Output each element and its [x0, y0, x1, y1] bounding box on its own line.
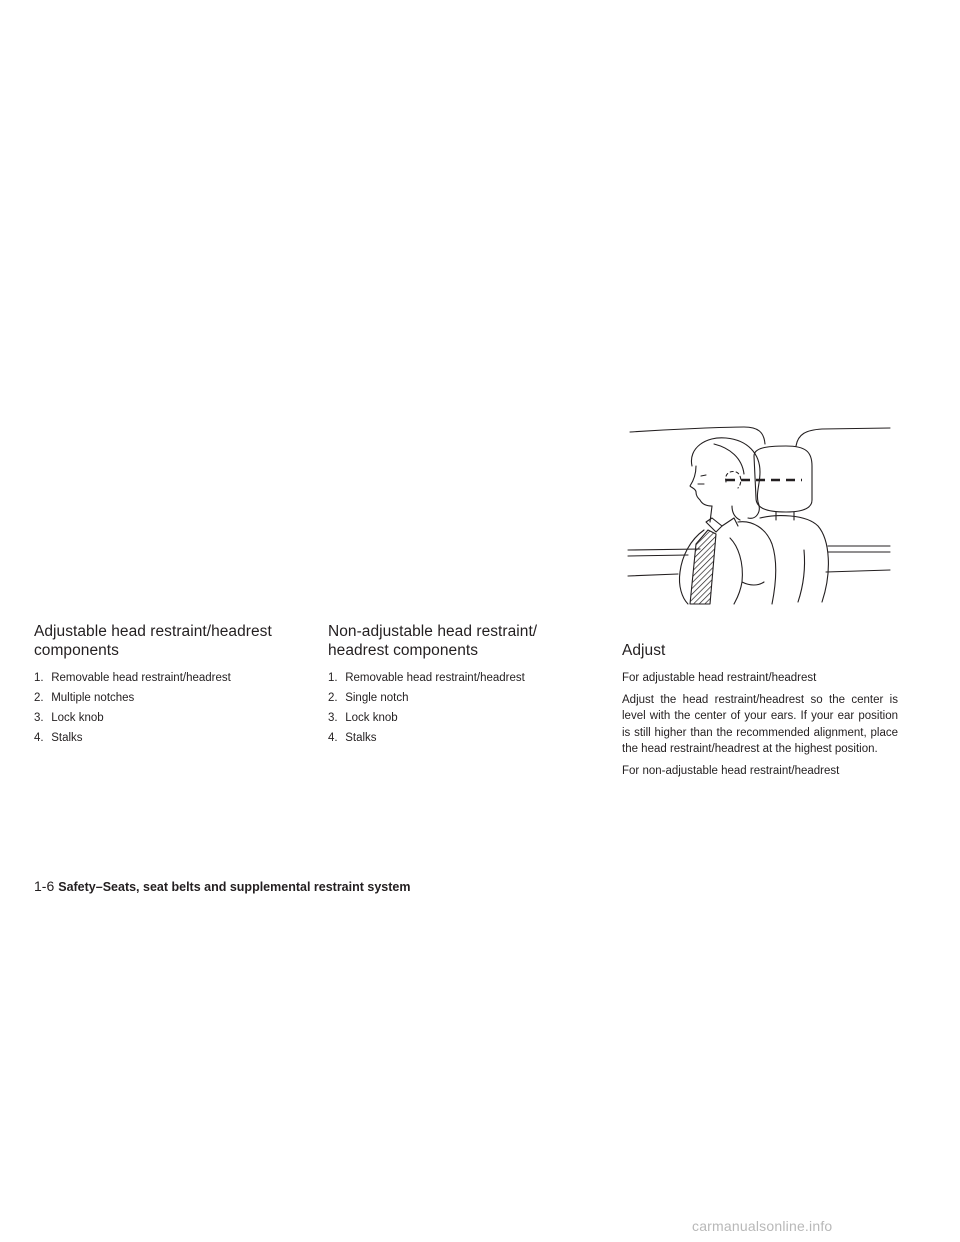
chapter-title: Safety–Seats, seat belts and supplemental restraint system: [58, 880, 411, 894]
non-adjustable-subheading: For non-adjustable head restraint/headrest: [622, 765, 840, 778]
adjust-column: [622, 622, 898, 785]
list-item: 1. Removable head restraint/headrest: [328, 672, 525, 684]
adjustable-components-list: [34, 671, 296, 745]
adjustable-subheading: For adjustable head restraint/headrest: [622, 672, 817, 684]
page-number: 1-6: [34, 878, 55, 894]
list-item: 1. Removable head restraint/headrest: [34, 672, 231, 684]
adjustable-components-column: [34, 622, 296, 751]
adjustable-components-heading: Adjustable head restraint/headrest components: [34, 623, 272, 659]
adjust-heading: Adjust: [622, 642, 666, 659]
list-item: 2. Multiple notches: [34, 692, 135, 704]
adjust-instructions: Adjust the head restraint/headrest so the center is level with the center of your ears. If your ear position is still higher than the recommended alignment, place the head restraint/headrest at the highest position.: [622, 694, 898, 755]
list-item: 3. Lock knob: [328, 712, 398, 724]
non-adjustable-components-column: [328, 622, 590, 751]
watermark-text: carmanualsonline.info: [692, 1218, 833, 1234]
page-footer: [34, 877, 410, 896]
head-restraint-illustration: [626, 422, 892, 606]
list-item: 4. Stalks: [34, 732, 83, 744]
list-item: 4. Stalks: [328, 732, 377, 744]
non-adjustable-components-list: [328, 671, 590, 745]
list-item: 3. Lock knob: [34, 712, 104, 724]
list-item: 2. Single notch: [328, 692, 409, 704]
non-adjustable-components-heading: Non-adjustable head restraint/ headrest components: [328, 623, 538, 659]
